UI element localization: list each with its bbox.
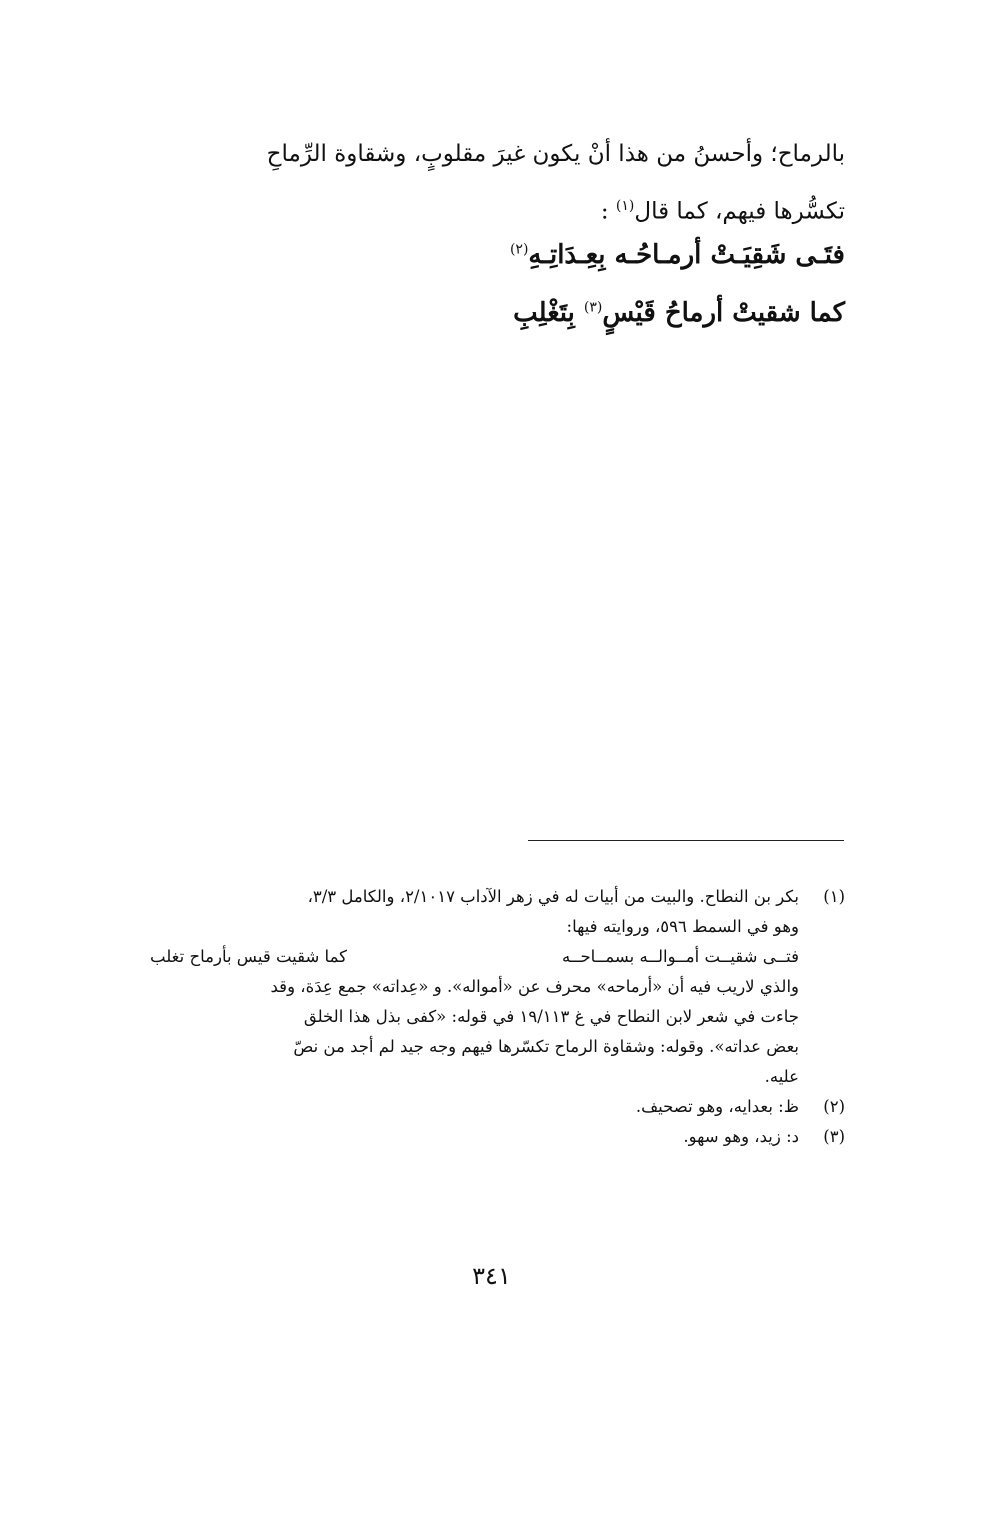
footnote-2-body [150,1092,799,1122]
footnote-3-body [150,1122,799,1152]
footnotes [150,882,845,1152]
verse-hemistich-1-text: فتَـى شَقِيَـتْ أرمـاحُـه بِعِـدَاتِـهِ [528,240,845,270]
prose-line-1: بالرماح؛ وأحسنُ من هذا أنْ يكون غيرَ مقلوبٍ، وشقاوة الرِّماحِ [266,141,845,167]
verse-hemistich-2 [513,298,845,328]
footnote-3 [150,1122,845,1152]
footnote-1-line-6: بعض عداته». وقوله: وشقاوة الرماح تكسّرها فيهم وجه جيد لم أجد من نصّ [293,1037,799,1056]
footnote-1-verse [150,942,799,972]
verse-hemistich-1 [510,240,845,270]
verse-hemistich-2-part1: كما شقيتْ أرماحُ قَيْسٍ [602,298,845,328]
verse-hemistich-2-part2: بِتَغْلِبِ [513,298,584,328]
footnote-2-text: ظ: بعدايه، وهو تصحيف. [635,1097,799,1116]
footnote-ref-2: (٢) [509,241,529,258]
footnote-1-line-2: وهو في السمط ٥٩٦، وروايته فيها: [566,917,799,936]
footnote-3-number: (٣) [823,1127,845,1146]
prose-line-2-text: تكسُّرها فيهم، كما قال [634,198,845,225]
footnote-ref-3: (٣) [583,299,603,316]
footnote-separator [528,840,844,841]
footnote-ref-1: (١) [615,198,635,214]
footnote-1-number: (١) [823,887,845,906]
footnote-3-text: د: زيد، وهو سهو. [683,1127,799,1146]
footnote-1-line-4: والذي لاريب فيه أن «أرماحه» محرف عن «أمواله». و «عِداته» جمع عِدَة، وقد [270,977,799,996]
footnote-1-line-7: عليه. [764,1067,799,1086]
prose-line-2 [150,180,845,238]
footnote-2 [150,1092,845,1122]
footnote-2-number: (٢) [823,1097,845,1116]
footnote-1-line-5: جاءت في شعر لابن النطاح في غ ١٩/١١٣ في قوله: «كفى بذل هذا الخلق [303,1007,799,1026]
footnote-1 [150,882,845,1092]
footnote-1-body [150,882,799,1092]
prose-line-2-colon: : [600,198,616,225]
footnote-1-verse-second-hemistich: كما شقيت قيس بأرماح تغلب [150,947,347,966]
page-number: ٣٤١ [472,1262,511,1290]
footnote-1-line-1: بكر بن النطاح. والبيت من أبيات له في زهر الآداب ٢/١٠١٧، والكامل ٣/٣، [307,887,799,906]
footnote-1-verse-first-hemistich: فتــى شقيــت أمــوالــه بسمــاحــه [561,947,799,966]
